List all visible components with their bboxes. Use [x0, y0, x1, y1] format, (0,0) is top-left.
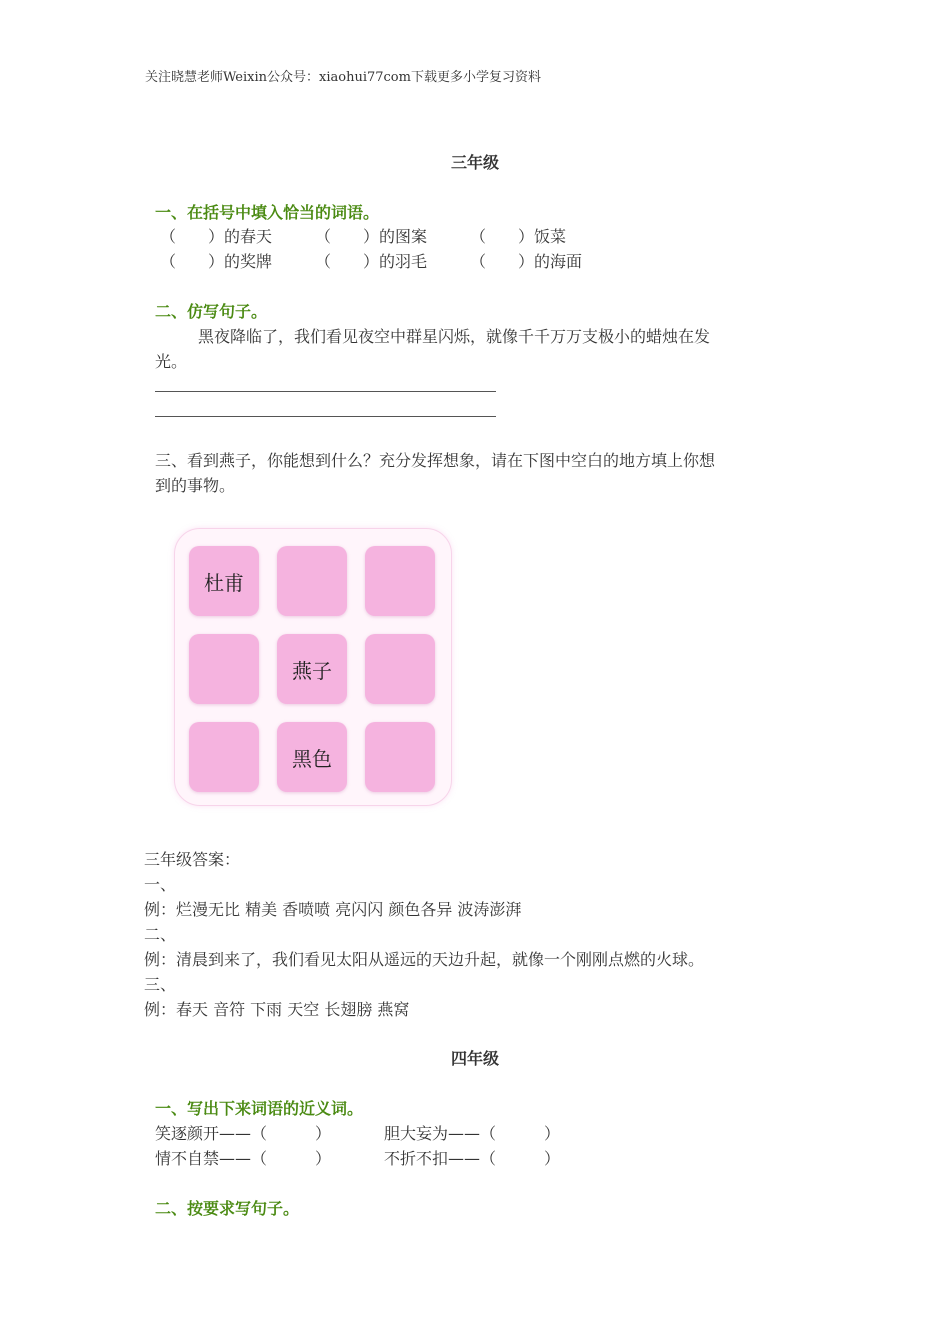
answer-3: 例：春天 音符 下雨 天空 长翅膀 燕窝 [144, 1000, 410, 1019]
grade3-q1-heading: 一、在括号中填入恰当的词语。 [155, 203, 380, 222]
grade4-q1-item: 笑逐颜开——（ ） [155, 1124, 332, 1143]
grade4-q1-heading: 一、写出下来词语的近义词。 [155, 1099, 364, 1118]
answer-label-1: 一、 [144, 875, 177, 894]
grade4-q1-item: 不折不扣——（ ） [384, 1149, 561, 1168]
grid-tile-3 [365, 546, 435, 616]
grid-tile-8: 黑色 [277, 722, 347, 792]
fill-item: （ ）的海面 [470, 252, 583, 271]
grid-tile-6 [365, 634, 435, 704]
fill-item: （ ）的春天 [160, 227, 273, 246]
fill-item: （ ）的羽毛 [315, 252, 428, 271]
grade3-q2-sentence-line1: 黑夜降临了，我们看见夜空中群星闪烁，就像千千万万支极小的蜡烛在发 [198, 327, 711, 346]
grade3-q2-sentence-line2: 光。 [155, 352, 188, 371]
grade3-title: 三年级 [450, 153, 499, 172]
grid-tile-2 [277, 546, 347, 616]
grade3-q1-row2 [160, 249, 625, 272]
grid-tile-4 [189, 634, 259, 704]
grade4-q2-heading: 二、按要求写句子。 [155, 1199, 300, 1218]
fill-item: （ ）的图案 [315, 227, 428, 246]
fill-item: （ ）的奖牌 [160, 252, 273, 271]
answer-line [155, 416, 496, 417]
answer-line [155, 391, 496, 392]
grid-tile-9 [365, 722, 435, 792]
answer-label-3: 三、 [144, 975, 177, 994]
answer-1: 例：烂漫无比 精美 香喷喷 亮闪闪 颜色各异 波涛澎湃 [144, 900, 522, 919]
grid-tile-1: 杜甫 [189, 546, 259, 616]
grade3-q3-line2: 到的事物。 [155, 476, 236, 495]
fill-item: （ ）饭菜 [470, 227, 567, 246]
grid-tile-7 [189, 722, 259, 792]
grade4-title: 四年级 [450, 1049, 499, 1068]
grid-tile-center: 燕子 [277, 634, 347, 704]
grade3-answers-title: 三年级答案： [144, 850, 241, 869]
grade3-q1-row1 [160, 224, 625, 247]
grade4-q1-item: 胆大妄为——（ ） [384, 1124, 561, 1143]
answer-label-2: 二、 [144, 925, 177, 944]
header-note: 关注晓慧老师Weixin公众号：xiaohui77com下载更多小学复习资料 [145, 70, 541, 85]
grade3-q2-heading: 二、仿写句子。 [155, 302, 268, 321]
grade4-q1-item: 情不自禁——（ ） [155, 1149, 332, 1168]
grade3-q3-line1: 三、看到燕子，你能想到什么？充分发挥想象，请在下图中空白的地方填上你想 [155, 451, 716, 470]
answer-2: 例：清晨到来了，我们看见太阳从遥远的天边升起，就像一个刚刚点燃的火球。 [144, 950, 705, 969]
